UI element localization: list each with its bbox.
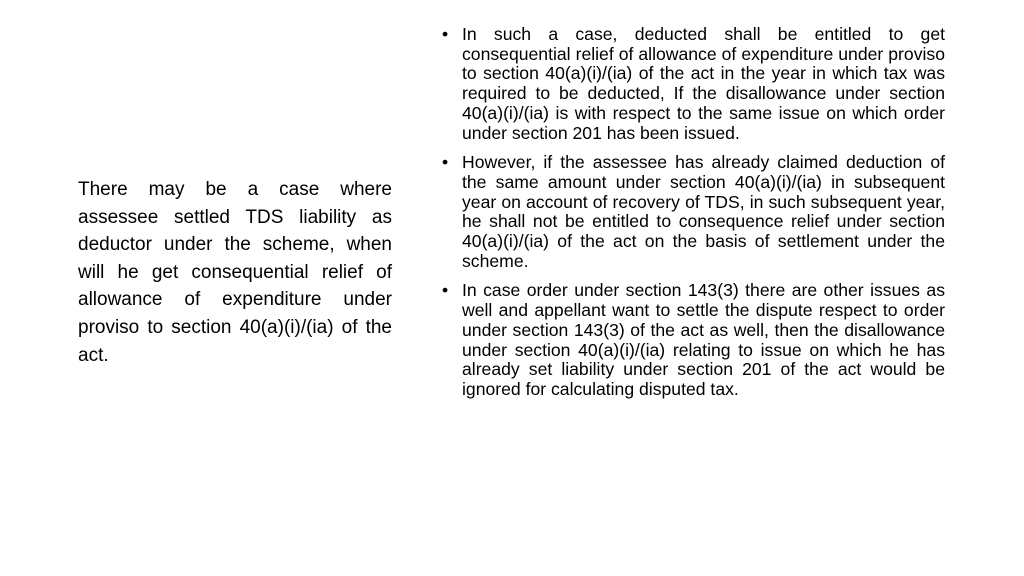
bullet-item-3 [440, 281, 945, 399]
bullet-text: However, if the assessee has already claimed deduction of the same amount under section 40(a)(i)/(ia) in subsequent year on account of recovery of TDS, in such subsequent year, he shall not be entitled to consequence relief under section 40(a)(i)/(ia) of the act on the basis of settlement under the scheme. [462, 152, 945, 271]
bullet-icon: • [442, 24, 449, 44]
question-text: There may be a case where assessee settled TDS liability as deductor under the scheme, when will he get consequential relief of allowance of expenditure under proviso to section 40(a)(i)/(ia) of the act. [78, 179, 392, 366]
bullet-text: In case order under section 143(3) there are other issues as well and appellant want to settle the dispute respect to order under section 143(3) of the act as well, then the disallowance under section 40(a)(i)/(ia) relating to issue on which he has already set liability under section 201 of the act would be ignored for calculating disputed tax. [462, 280, 945, 399]
bullet-item-1 [440, 25, 945, 143]
bullet-icon: • [442, 152, 449, 173]
bullet-text: In such a case, deducted shall be entitled to get consequential relief of allowance of expenditure under proviso to section 40(a)(i)/(ia) of the act in the year in which tax was required to be deducted, If the disallowance under section 40(a)(i)/(ia) is with respect to the same issue on which order under section 201 has been issued. [462, 24, 945, 143]
answer-panel [440, 25, 945, 410]
bullet-item-2 [440, 153, 945, 271]
bullet-list [440, 25, 945, 400]
bullet-icon: • [442, 280, 449, 301]
